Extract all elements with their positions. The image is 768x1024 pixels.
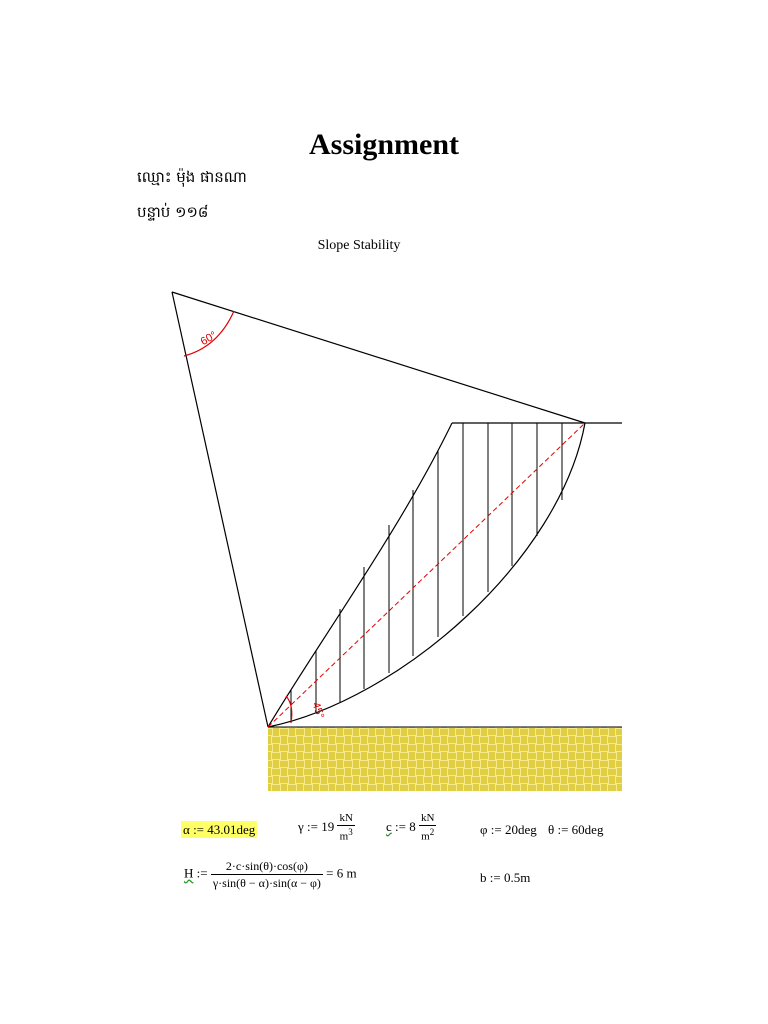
angle-label-top: 60° (198, 329, 219, 349)
gamma-equation: γ := 19 $\frac{kN}{m^3}$ (298, 812, 353, 843)
diagram-subtitle: Slope Stability (317, 238, 401, 253)
student-id: បន្ទាប់ ១១៨ (137, 203, 209, 221)
slope-face (268, 423, 452, 727)
slice-lines (291, 423, 562, 722)
page-title: Assignment (308, 128, 459, 161)
cohesion-equation: c := 8 $\frac{kN}{m^2}$ (386, 812, 435, 843)
left-line (172, 292, 268, 727)
angle-label-bottom: 45° (309, 700, 327, 721)
b-equation: b := 0.5m (480, 870, 531, 885)
student-name: ឈ្មោះ ម៉ុង ផានណា (137, 168, 247, 186)
ground-block (268, 727, 622, 791)
phi-equation: φ := 20deg (480, 822, 537, 837)
height-equation: H := $\frac{2\cdot c\cdot\sin(\theta)\cdot\cos(\varphi)}{\gamma\cdot\sin(\theta - \alpha)\cdot\sin(\alpha - \varphi)}$ = 6 m (184, 859, 357, 890)
alpha-equation: α := 43.01deg (183, 822, 256, 837)
theta-equation: θ := 60deg (548, 822, 604, 837)
